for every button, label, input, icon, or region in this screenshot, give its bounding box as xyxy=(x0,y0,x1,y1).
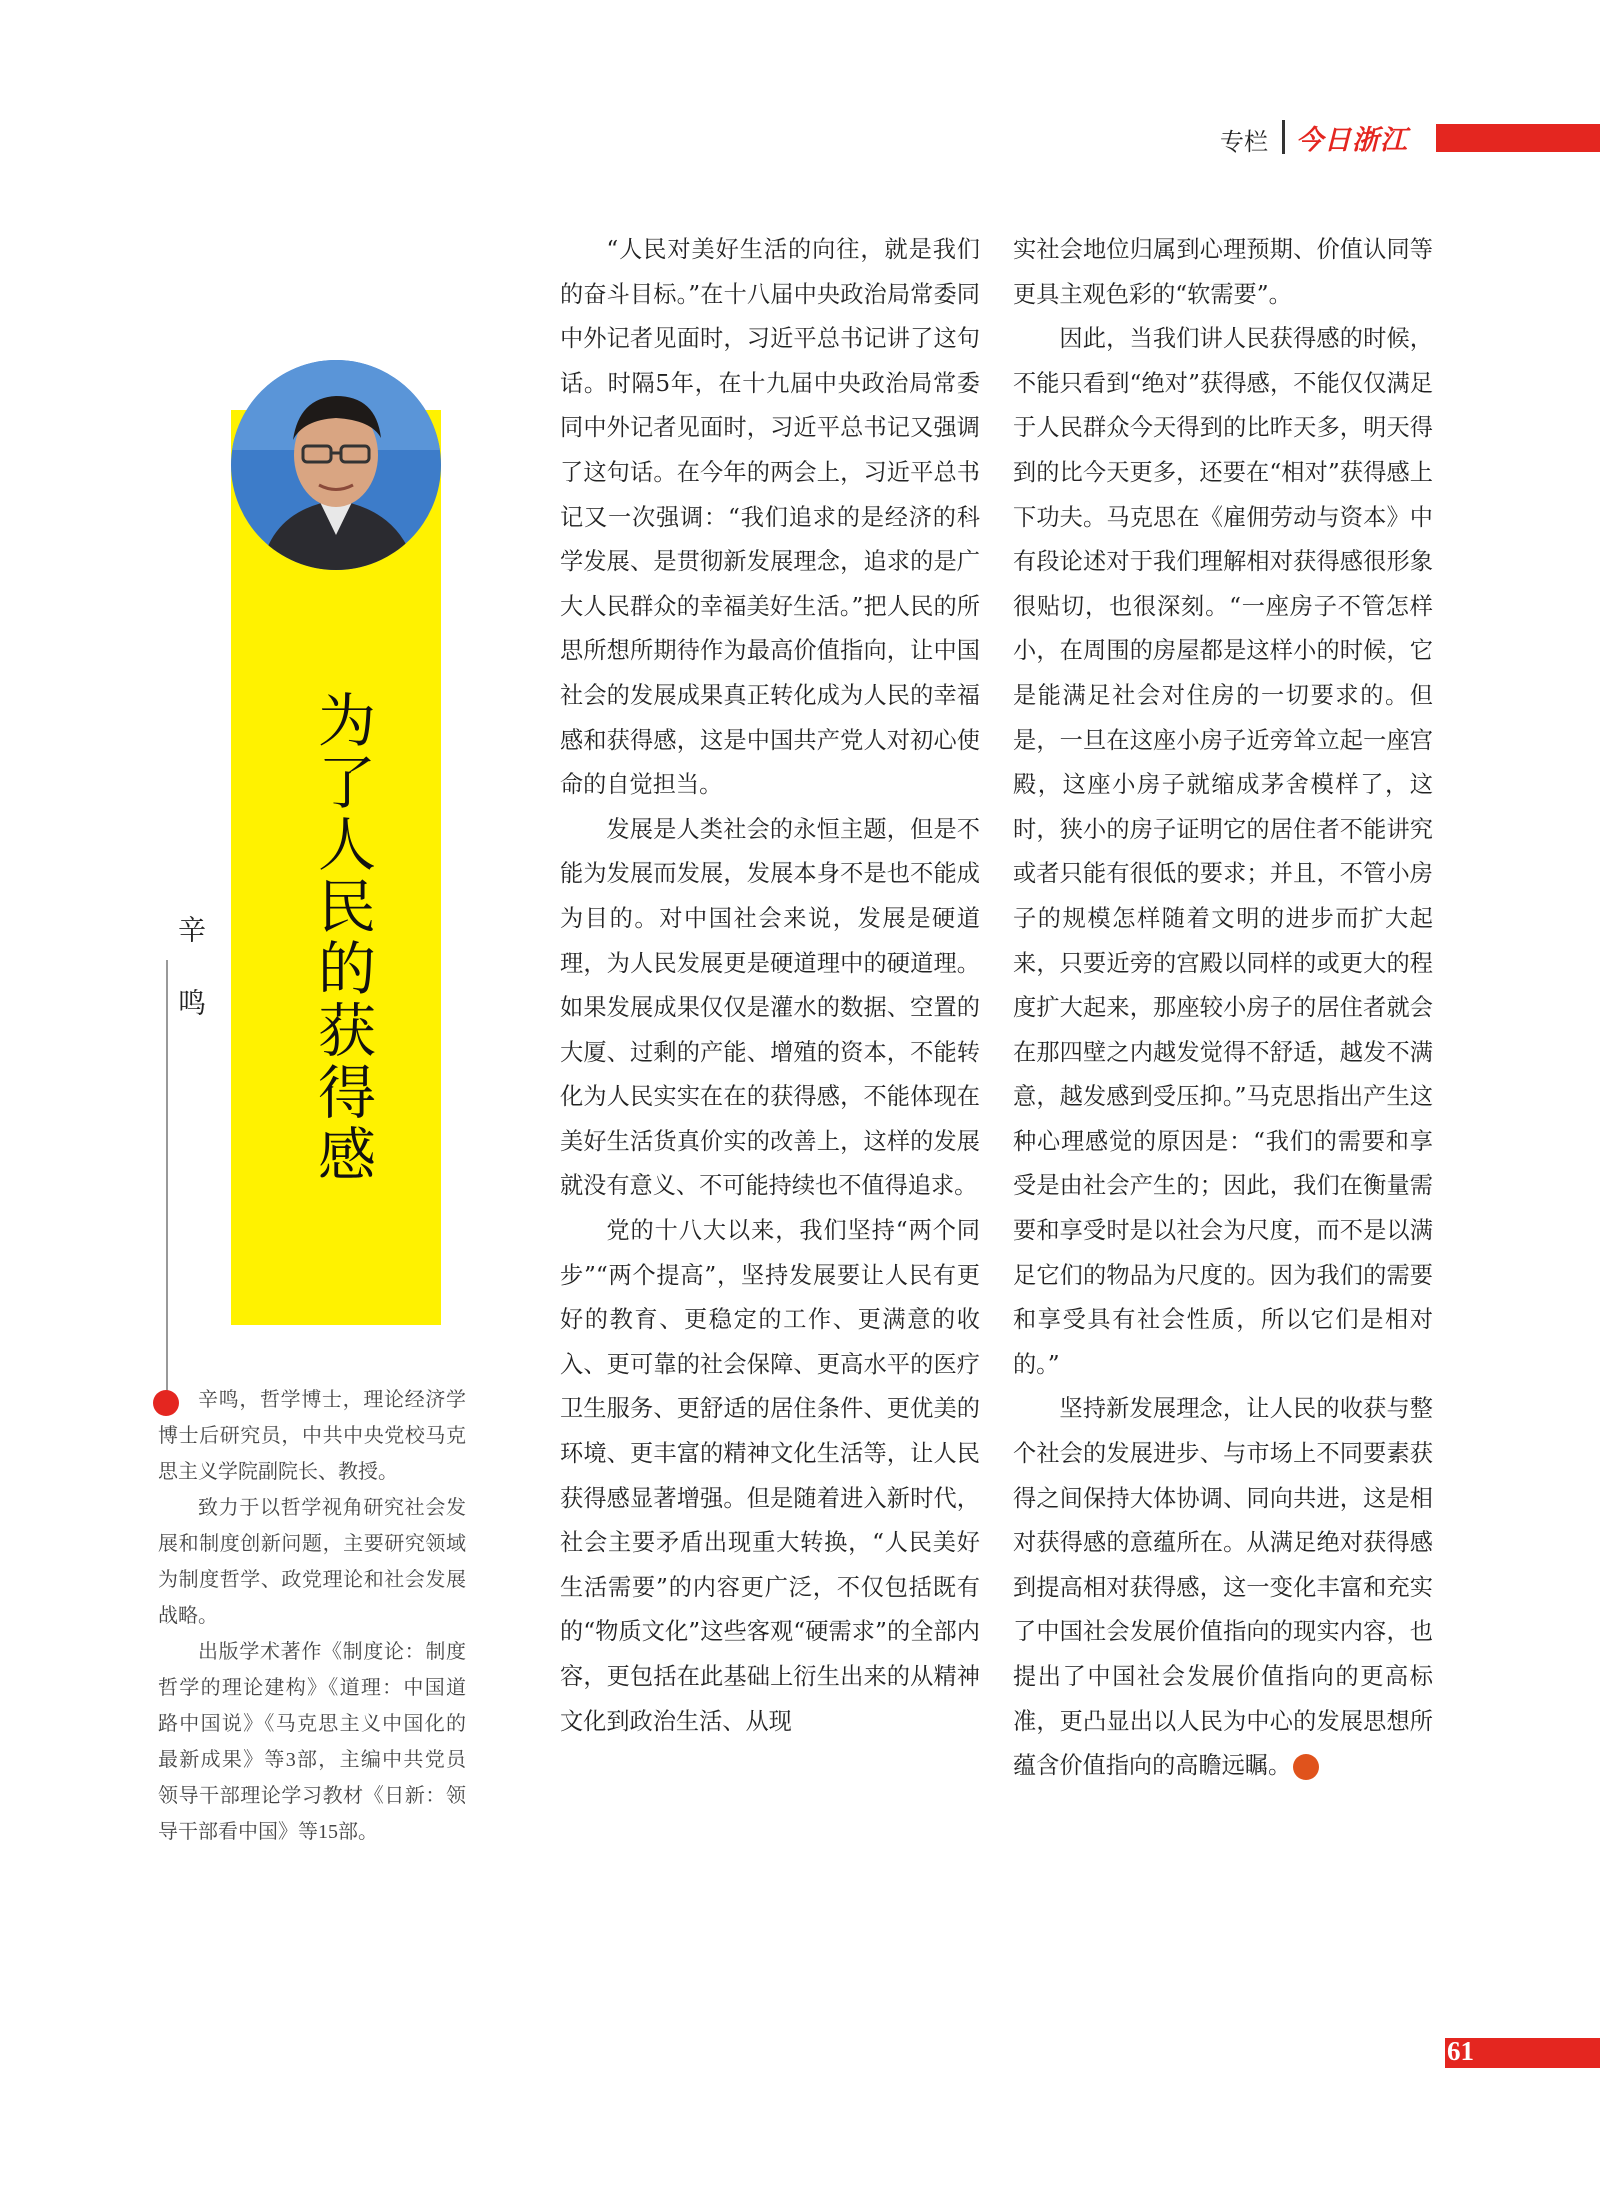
body-paragraph-text: 坚持新发展理念，让人民的收获与整个社会的发展进步、与市场上不同要素获得之间保持大体协调、同向共进，这是相对获得感的意蕴所在。从满足绝对获得感到提高相对获得感，这一变化丰富和充实了中国社会发展价值指向的现实内容，也提出了中国社会发展价值指向的更高标准，更凸显出以人民为中心的发展思想所蕴含价值指向的高瞻远瞩。 xyxy=(1013,1395,1433,1780)
author-bio xyxy=(158,1382,466,1850)
body-paragraph xyxy=(1013,1387,1433,1788)
portrait-image xyxy=(231,360,441,570)
author-photo xyxy=(231,360,441,570)
section-label: 专栏 xyxy=(1220,128,1268,156)
body-paragraph-continued: 实社会地位归属到心理预期、价值认同等更具主观色彩的“软需要”。 xyxy=(1013,236,1433,308)
body-paragraph: 发展是人类社会的永恒主题，但是不能为发展而发展，发展本身不是也不能成为目的。对中国社会来说，发展是硬道理，为人民发展更是硬道理中的硬道理。如果发展成果仅仅是灌水的数据、空置的大厦、过剩的产能、增殖的资本，不能转化为人民实实在在的获得感，不能体现在美好生活货真价实的改善上，这样的发展就没有意义、不可能持续也不值得追求。 xyxy=(560,815,980,1200)
article-title: 为了人民的获得感 xyxy=(308,690,376,1186)
page-header xyxy=(1220,118,1600,158)
page-number: 61 xyxy=(1447,2036,1474,2066)
body-paragraph: “人民对美好生活的向往，就是我们的奋斗目标。”在十八届中央政治局常委同中外记者见面时，习近平总书记讲了这句话。时隔5年，在十九届中央政治局常委同中外记者见面时，习近平总书记又强调了这句话。在今年的两会上，习近平总书记又一次强调：“我们追求的是经济的科学发展、是贯彻新发展理念，追求的是广大人民群众的幸福美好生活。”把人民的所思所想所期待作为最高价值指向，让中国社会的发展成果真正转化成为人民的幸福感和获得感，这是中国共产党人对初心使命的自觉担当。 xyxy=(560,236,980,799)
header-red-bar xyxy=(1436,124,1600,152)
author-rule xyxy=(166,960,168,1400)
body-column-left xyxy=(560,228,980,1744)
bio-paragraph: 致力于以哲学视角研究社会发展和制度创新问题，主要研究领域为制度哲学、政党理论和社会发展战略。 xyxy=(158,1497,466,1627)
body-paragraph: 因此，当我们讲人民获得感的时候，不能只看到“绝对”获得感，不能仅仅满足于人民群众今天得到的比昨天多，明天得到的比今天更多，还要在“相对”获得感上下功夫。马克思在《雇佣劳动与资本》中有段论述对于我们理解相对获得感很形象很贴切，也很深刻。“一座房子不管怎样小，在周围的房屋都是这样小的时候，它是能满足社会对住房的一切要求的。但是，一旦在这座小房子近旁耸立起一座宫殿，这座小房子就缩成茅舍模样了，这时，狭小的房子证明它的居住者不能讲究或者只能有很低的要求；并且，不管小房子的规模怎样随着文明的进步而扩大起来，只要近旁的宫殿以同样的或更大的程度扩大起来，那座较小房子的居住者就会在那四壁之内越发觉得不舒适，越发不满意，越发感到受压抑。”马克思指出产生这种心理感觉的原因是：“我们的需要和享受是由社会产生的；因此，我们在衡量需要和享受时是以社会为尺度，而不是以满足它们的物品为尺度的。因为我们的需要和享受具有社会性质，所以它们是相对的。” xyxy=(1013,325,1433,1378)
magazine-logo: 今日浙江 xyxy=(1296,125,1408,156)
header-divider xyxy=(1282,120,1285,154)
end-mark-icon: 今 xyxy=(1293,1754,1319,1780)
body-paragraph: 党的十八大以来，我们坚持“两个同步”“两个提高”，坚持发展要让人民有更好的教育、更稳定的工作、更满意的收入、更可靠的社会保障、更高水平的医疗卫生服务、更舒适的居住条件、更优美的环境、更丰富的精神文化生活等，让人民获得感显著增强。但是随着进入新时代，社会主要矛盾出现重大转换，“人民美好生活需要”的内容更广泛，不仅包括既有的“物质文化”这些客观“硬需求”的全部内容，更包括在此基础上衍生出来的从精神文化到政治生活、从现 xyxy=(560,1217,980,1735)
bio-paragraph: 辛鸣，哲学博士，理论经济学博士后研究员，中共中央党校马克思主义学院副院长、教授。 xyxy=(158,1389,466,1483)
body-column-right xyxy=(1013,228,1433,1789)
author-name: 辛 鸣 xyxy=(174,915,207,1034)
bio-paragraph: 出版学术著作《制度论：制度哲学的理论建构》《道理：中国道路中国说》《马克思主义中国化的最新成果》等3部，主编中共党员领导干部理论学习教材《日新：领导干部看中国》等15部。 xyxy=(158,1641,466,1843)
